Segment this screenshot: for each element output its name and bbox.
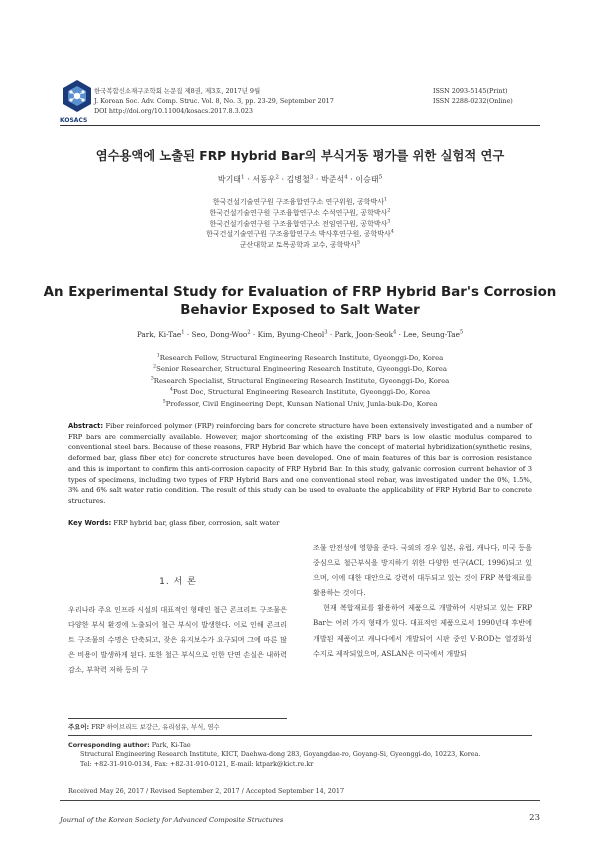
paragraph: 현재 복합재료를 활용하여 제품으로 개발하여 시판되고 있는 FRP Bar는 여러 가지 형태가 있다. 대표적인 제품으로서 1990년대 후반에 개발된 제품이고 캐나다에서 개발되어 시판 중인 V·ROD는 열경화성 수지로 제작되었으며, ASLAN은 미국에서 개발되 xyxy=(313,603,532,658)
author-ko: 이승태$^5$ xyxy=(355,174,383,184)
corresponding-label: Corresponding author: xyxy=(68,741,150,749)
footer-journal-name: Journal of the Korean Society for Advanced Composite Structures xyxy=(60,816,284,824)
author-en: Park, Joon-Seok$^4$ xyxy=(334,329,397,339)
abstract-text: Fiber reinforced polymer (FRP) reinforcing bars for concrete structure have been extensively investigated and a number of FRP bars are commercially available. However, major shortcoming of the existing FRP bars is low elastic modulus compared to conventional steel bars. Because of these reasons, FRP Hybrid Bar which have the concept of material hybridization(synthetic resins, deformed bar, glass fiber etc) for concrete structures have been developed. One of main features of this bar is corrosion resistance and this is important to confirm this anti-corrosion capacity of FRP Hybrid Bar. In this study, galvanic corrosion current behavior of 3 types of specimens, including two types of FRP Hybrid Bars and one conventional steel rebar, was investigated under the 0%, 1.5%, 3% and 6% salt water ratio condition. The result of this study can be used to evaluate the applicability of FRP Hybrid Bar to concrete structures. xyxy=(68,422,533,505)
keywords-text: FRP hybrid bar, glass fiber, corrosion, salt water xyxy=(113,519,280,527)
title-english-line1: An Experimental Study for Evaluation of FRP Hybrid Bar's Corrosion xyxy=(43,285,557,300)
footnote-keywords-label: 주요어: xyxy=(68,723,90,731)
author-ko: 김병철$^3$ xyxy=(286,174,314,184)
title-korean: 염수용액에 노출된 FRP Hybrid Bar의 부식거동 평가를 위한 실험적 연구 xyxy=(95,149,505,163)
keywords xyxy=(68,519,532,527)
authors-korean: 박기태$^1$ · 서동우$^2$ · 김병철$^3$ · 박준석$^4$ · 이승태$^5$ xyxy=(217,174,383,184)
author-en: Lee, Seung-Tae$^5$ xyxy=(403,329,464,339)
issn-online: ISSN 2288-0232(Online) xyxy=(433,97,513,105)
title-english xyxy=(40,284,560,320)
issn-info xyxy=(433,86,538,106)
keywords-label: Key Words: xyxy=(68,519,112,527)
affiliations-english xyxy=(40,353,560,410)
paragraph: 조물 안전성에 영향을 준다. 국외의 경우 일본, 유럽, 캐나다, 미국 등을 중심으로 철근부식을 방지하기 위한 다양한 연구(ACI, 1996)되고 있으며, 이에 대한 대안으로 강력히 대두되고 있는 것이 FRP 복합재료를 활용하는 것이다. xyxy=(313,543,532,598)
affiliation-en: $^3$Research Specialist, Structural Engineering Research Institute, Gyeonggi-Do, Korea xyxy=(150,376,450,385)
authors-english: Park, Ki-Tae$^1$ · Seo, Dong-Woo$^2$ · Kim, Byung-Cheol$^3$ · Park, Joon-Seok$^4$ · Lee, Seung-Tae$^5$ xyxy=(136,329,464,339)
corresponding-author xyxy=(68,741,532,769)
affiliation-en: $^1$Research Fellow, Structural Engineering Research Institute, Gyeonggi-Do, Korea xyxy=(156,353,444,362)
affiliation-ko: 한국건설기술연구원 구조융합연구소 수석연구원, 공학박사$^2$ xyxy=(209,207,391,217)
corresponding-name: Park, Ki-Tae xyxy=(151,741,191,749)
journal-name-ko: 한국복합신소재구조학회 논문집 제8권, 제3호, 2017년 9월 xyxy=(94,87,261,95)
footnote-keywords xyxy=(68,722,220,731)
kosacs-logo xyxy=(60,78,94,118)
page-number: 23 xyxy=(529,813,540,823)
doi-link[interactable]: DOI http://doi.org/10.11004/kosacs.2017.8.3.023 xyxy=(94,107,253,115)
affiliations-korean xyxy=(40,197,560,251)
affiliation-en: $^2$Senior Researcher, Structural Engineering Research Institute, Gyeonggi-Do, Korea xyxy=(153,365,447,374)
author-en: Kim, Byung-Cheol$^3$ xyxy=(257,329,328,339)
author-ko: 서동우$^2$ xyxy=(252,174,279,184)
header-divider xyxy=(60,125,540,126)
affiliation-ko: 한국건설기술연구원 구조융합연구소 전임연구원, 공학박사$^3$ xyxy=(209,218,391,228)
author-ko: 박기태$^1$ xyxy=(217,174,245,184)
footer-divider xyxy=(60,800,540,801)
corresponding-divider xyxy=(68,735,532,736)
body-column-left xyxy=(68,602,287,677)
footnote-keywords-text: FRP 하이브리드 보강근, 유리섬유, 부식, 염수 xyxy=(91,723,220,731)
affiliation-en: $^4$Post Doc, Structural Engineering Research Institute, Gyeonggi-Do, Korea xyxy=(169,387,431,397)
affiliation-ko: 한국건설기술연구원 구조융합연구소 연구위원, 공학박사$^1$ xyxy=(212,196,388,206)
author-ko: 박준석$^4$ xyxy=(321,174,348,184)
logo-label: KOSACS xyxy=(60,117,88,124)
paragraph: 우리나라 주요 인프라 시설의 대표적인 형태인 철근 콘크리트 구조물은 다양한 부식 환경에 노출되어 철근 부식이 발생한다. 이로 인해 콘크리트 구조물의 수명은 단축되고, 잦은 유지보수가 요구되며 그에 따른 많은 비용이 발생하게 된다. 또한 철근 부식으로 인한 단면 손실은 내하력 감소, 부착력 저하 등의 구 xyxy=(68,605,287,675)
affiliation-ko: 군산대학교 토목공학과 교수, 공학박사$^5$ xyxy=(239,239,361,250)
abstract-label: Abstract: xyxy=(68,422,104,430)
issn-print: ISSN 2093-5145(Print) xyxy=(433,87,508,95)
corresponding-address: Structural Engineering Research Institute, KICT, Daehwa-dong 283, Goyangdae-ro, Goyang-Si, Gyeonggi-do, 10223, Korea. xyxy=(80,750,481,759)
footnote-divider xyxy=(68,718,287,719)
title-english-line2: Behavior Exposed to Salt Water xyxy=(180,303,420,318)
affiliation-ko: 한국건설기술연구원 구조융합연구소 박사후연구원, 공학박사$^4$ xyxy=(206,229,394,239)
author-en: Park, Ki-Tae$^1$ xyxy=(136,329,185,339)
journal-name-en: J. Korean Soc. Adv. Comp. Struc. Vol. 8, No. 3, pp. 23-29, September 2017 xyxy=(94,97,334,105)
corresponding-contact[interactable]: Tel: +82-31-910-0134, Fax: +82-31-910-0121, E-mail: ktpark@kict.re.kr xyxy=(80,759,314,768)
journal-info xyxy=(94,86,394,116)
author-en: Seo, Dong-Woo$^2$ xyxy=(191,329,251,339)
section-heading-introduction: 1. 서 론 xyxy=(159,577,197,587)
body-column-right xyxy=(313,540,532,661)
affiliation-en: $^5$Professor, Civil Engineering Dept, Kunsan National Univ, Junla-buk-Do, Korea xyxy=(162,399,438,408)
received-dates: Received May 26, 2017 / Revised September 2, 2017 / Accepted September 14, 2017 xyxy=(68,787,345,795)
abstract xyxy=(68,421,532,507)
